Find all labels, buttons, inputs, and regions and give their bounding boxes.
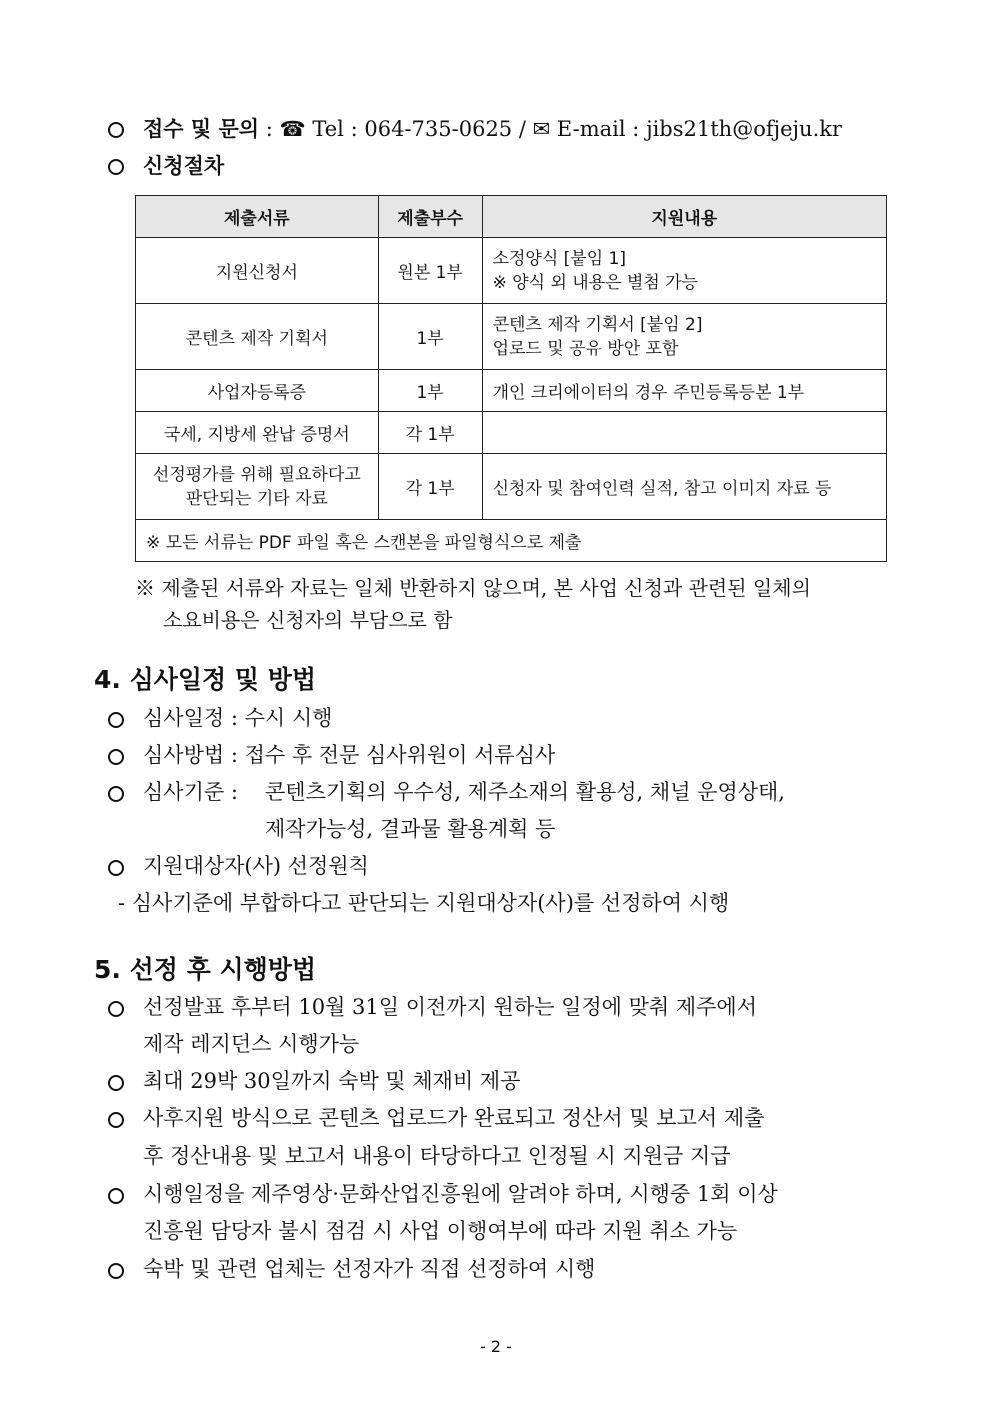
header-documents: 제출서류 — [136, 196, 379, 238]
email-sep: : — [632, 117, 640, 141]
section4-criteria-line1: 콘텐츠기획의 우수성, 제주소재의 활용성, 채널 운영상태, — [265, 780, 785, 804]
table-row — [136, 454, 887, 520]
row-content-line: 업로드 및 공유 방안 포함 — [492, 338, 679, 359]
table-header-row — [136, 196, 887, 238]
row-doc: 콘텐츠 제작 기획서 — [136, 304, 379, 370]
table-row — [136, 412, 887, 454]
section5-item3-line2: 후 정산내용 및 보고서 내용이 타당하다고 인정될 시 지원금 지급 — [143, 1144, 731, 1168]
header-copies: 제출부수 — [378, 196, 482, 238]
section4-criteria-line2: 제작가능성, 결과물 활용계획 등 — [265, 817, 556, 841]
header-content: 지원내용 — [482, 196, 886, 238]
section5-item5: 숙박 및 관련 업체는 선정자가 직접 선정하여 시행 — [143, 1257, 596, 1281]
row-content-line: 콘텐츠 제작 기획서 [붙임 2] — [492, 314, 703, 335]
table-row — [136, 304, 887, 370]
section4-method: 심사방법 : 접수 후 전문 심사위원이 서류심사 — [143, 743, 556, 767]
phone-icon: ☎ — [279, 117, 306, 141]
bullet-principle — [108, 860, 124, 876]
row-doc: 국세, 지방세 완납 증명서 — [136, 412, 379, 454]
row-content-line: ※ 양식 외 내용은 별첨 가능 — [492, 272, 699, 293]
bullet-contact — [108, 122, 124, 138]
bullet-item2 — [108, 1075, 124, 1091]
tel-sep: : — [350, 117, 358, 141]
table-row — [136, 370, 887, 412]
bullet-schedule — [108, 712, 124, 728]
table-footer-row — [136, 520, 887, 562]
row-content — [482, 304, 886, 370]
row-content-line: 소정양식 [붙임 1] — [492, 248, 626, 269]
row-copies: 원본 1부 — [378, 238, 482, 304]
row-content: 신청자 및 참여인력 실적, 참고 이미지 자료 등 — [482, 454, 886, 520]
section5-item4-line1: 시행일정을 제주영상·문화산업진흥원에 알려야 하며, 시행중 1회 이상 — [143, 1182, 778, 1206]
email-value: jibs21th@ofjeju.kr — [646, 117, 843, 141]
page-number: - 2 - — [480, 1337, 512, 1356]
row-copies: 각 1부 — [378, 412, 482, 454]
section4-principle: 지원대상자(사) 선정원칙 — [143, 854, 369, 878]
row-doc — [136, 454, 379, 520]
contact-slash: / — [518, 117, 526, 141]
contact-sep: : — [265, 117, 273, 141]
section5-item1-line2: 제작 레지던스 시행가능 — [143, 1032, 360, 1056]
procedure-note-line2: 소요비용은 신청자의 부담으로 함 — [163, 608, 453, 632]
procedure-table — [135, 195, 887, 562]
contact-label: 접수 및 문의 — [143, 117, 260, 141]
contact-line — [143, 119, 842, 140]
row-copies: 각 1부 — [378, 454, 482, 520]
bullet-method — [108, 749, 124, 765]
bullet-item4 — [108, 1188, 124, 1204]
section5-item3-line1: 사후지원 방식으로 콘텐츠 업로드가 완료되고 정산서 및 보고서 제출 — [143, 1106, 765, 1130]
row-content — [482, 412, 886, 454]
procedure-title: 신청절차 — [143, 154, 225, 178]
bullet-item3 — [108, 1112, 124, 1128]
tel-label: Tel — [312, 117, 344, 141]
section4-schedule: 심사일정 : 수시 시행 — [143, 706, 333, 730]
row-copies: 1부 — [378, 370, 482, 412]
section5-item2: 최대 29박 30일까지 숙박 및 체재비 제공 — [143, 1069, 521, 1093]
row-content: 개인 크리에이터의 경우 주민등록등본 1부 — [482, 370, 886, 412]
section5-item1-line1: 선정발표 후부터 10월 31일 이전까지 원하는 일정에 맞춰 제주에서 — [143, 995, 757, 1019]
row-doc: 지원신청서 — [136, 238, 379, 304]
bullet-item1 — [108, 1001, 124, 1017]
row-doc-line: 선정평가를 위해 필요하다고 — [152, 464, 361, 485]
email-label: E-mail — [556, 117, 626, 141]
table-footer-note: ※ 모든 서류는 PDF 파일 혹은 스캔본을 파일형식으로 제출 — [136, 520, 887, 562]
section5-title: 5. 선정 후 시행방법 — [94, 955, 317, 984]
bullet-criteria — [108, 786, 124, 802]
row-content — [482, 238, 886, 304]
table-row — [136, 238, 887, 304]
row-copies: 1부 — [378, 304, 482, 370]
bullet-procedure — [108, 159, 124, 175]
row-doc-line: 판단되는 기타 자료 — [185, 488, 328, 509]
section4-title: 4. 심사일정 및 방법 — [94, 665, 317, 694]
tel-value: 064-735-0625 — [364, 117, 513, 141]
bullet-item5 — [108, 1263, 124, 1279]
section5-item4-line2: 진흥원 담당자 불시 점검 시 사업 이행여부에 따라 지원 취소 가능 — [143, 1219, 738, 1243]
mail-icon: ✉ — [532, 117, 551, 141]
section4-principle-detail: - 심사기준에 부합하다고 판단되는 지원대상자(사)를 선정하여 시행 — [118, 891, 730, 915]
procedure-note-line1: ※ 제출된 서류와 자료는 일체 반환하지 않으며, 본 사업 신청과 관련된 일체의 — [135, 576, 811, 600]
row-doc: 사업자등록증 — [136, 370, 379, 412]
section4-criteria-label: 심사기준 : — [143, 780, 238, 804]
